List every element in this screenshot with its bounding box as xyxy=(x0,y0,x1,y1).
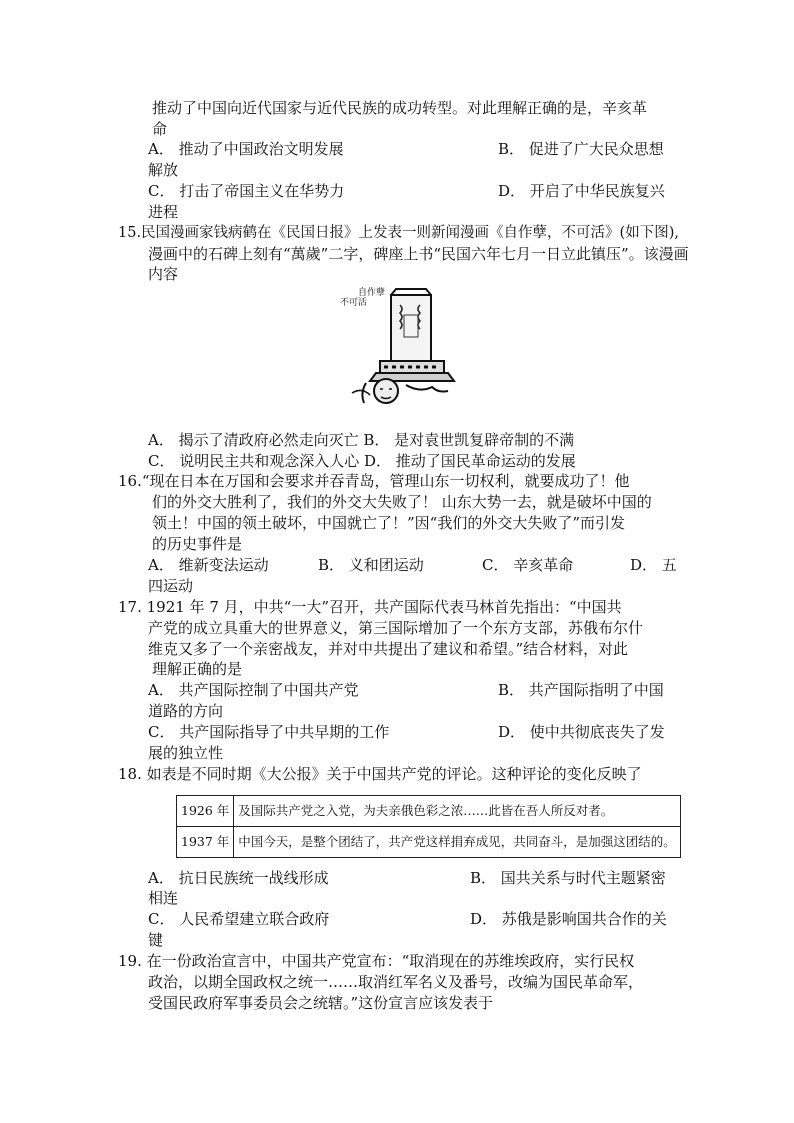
table-cell-year: 1937 年 xyxy=(177,827,234,858)
q17-option-d-continued: 展的独立性 xyxy=(148,744,224,762)
table-cell-comment: 中国今天，是整个团结了，共产党这样捐弃成见，共同奋斗，是加强这团结的。 xyxy=(234,827,681,858)
cartoon-caption-left: 自作孽 xyxy=(358,288,386,298)
q18-option-d: D． 苏俄是影响国共合作的关 xyxy=(470,910,667,928)
cartoon-caption-right: 不可活 xyxy=(340,298,368,308)
q18-option-b: B． 国共关系与时代主题紧密 xyxy=(470,869,666,887)
q17-option-c: C． 共产国际指导了中共早期的工作 xyxy=(148,723,390,741)
q18-stem: 18. 如表是不同时期《大公报》关于中国共产党的评论。这种评论的变化反映了 xyxy=(118,765,642,783)
q14-stem-line-2: 命 xyxy=(152,120,168,138)
q16-option-c: C． 辛亥革命 xyxy=(482,556,574,574)
q16-stem-line-4: 的历史事件是 xyxy=(152,535,243,553)
q16-option-d: D． 五 xyxy=(630,556,677,574)
q18-option-d-continued: 键 xyxy=(148,931,164,949)
q15-stem-line-2: 漫画中的石碑上刻有“萬歲”二字，碑座上书“民国六年七月一日立此镇压”。该漫画 xyxy=(148,245,689,263)
stele-shape xyxy=(391,295,431,361)
q16-option-b: B． 义和团运动 xyxy=(318,556,424,574)
q17-option-d: D． 使中共彻底丧失了发 xyxy=(498,723,665,741)
crushed-figure-shape xyxy=(374,379,398,403)
political-cartoon-image xyxy=(336,285,466,413)
q17-option-b-continued: 道路的方向 xyxy=(148,702,224,720)
q17-option-b: B． 共产国际指明了中国 xyxy=(498,681,664,699)
table-row xyxy=(177,796,681,827)
q16-stem-line-3: 领土！中国的领土破坏，中国就亡了！”因“我们的外交大失败了”而引发 xyxy=(152,514,626,532)
q18-option-b-continued: 相连 xyxy=(148,889,179,907)
q17-stem-line-4: 理解正确的是 xyxy=(152,660,243,678)
q15-stem-line-1: 15.民国漫画家钱病鹤在《民国日报》上发表一则新闻漫画《自作孽，不可活》(如下图), xyxy=(118,225,679,241)
table-row xyxy=(177,827,681,858)
q16-stem-line-1: 16.“现在日本在万国和会要求并吞青岛，管理山东一切权利，就要成功了！他 xyxy=(118,472,630,490)
q16-stem-line-2: 们的外交大胜利了，我们的外交大失败了！ 山东大势一去，就是破坏中国的 xyxy=(152,493,652,511)
q16-option-d-continued: 四运动 xyxy=(148,577,194,595)
table-cell-year: 1926 年 xyxy=(177,796,234,827)
q15-options-cd: C． 说明民主共和观念深入人心 D． 推动了国民革命运动的发展 xyxy=(148,452,576,470)
table-cell-comment: 及国际共产党之入党，为夫亲俄色彩之浓……此皆在吾人所反对者。 xyxy=(234,796,681,827)
q15-options-ab: A． 揭示了清政府必然走向灭亡 B． 是对袁世凯复辟帝制的不满 xyxy=(148,431,575,449)
q18-option-a: A． 抗日民族统一战线形成 xyxy=(148,869,329,887)
q17-stem-line-1: 17. 1921 年 7 月，中共“一大”召开，共产国际代表马林首先指出：“中国共 xyxy=(118,598,622,616)
q14-option-b: B． 促进了广大民众思想 xyxy=(498,140,664,158)
q17-option-a: A． 共产国际控制了中国共产党 xyxy=(148,681,359,699)
q14-stem-line-1: 推动了中国向近代国家与近代民族的成功转型。对此理解正确的是，辛亥革 xyxy=(152,99,648,117)
q19-stem-line-2: 政治，以期全国政权之统一……取消红军名义及番号，改编为国民革命军， xyxy=(148,973,644,991)
q19-stem-line-1: 19. 在一份政治宣言中，中国共产党宣布：“取消现在的苏维埃政府，实行民权 xyxy=(118,952,635,970)
q17-stem-line-3: 维克又多了一个亲密战友，并对中共提出了建议和希望。”结合材料，对此 xyxy=(148,640,629,658)
dagongbao-comment-table xyxy=(176,795,681,858)
q15-stem-line-3: 内容 xyxy=(148,265,179,283)
q14-option-c: C． 打击了帝国主义在华势力 xyxy=(148,182,345,200)
q14-option-d-continued: 进程 xyxy=(148,203,179,221)
q17-stem-line-2: 产党的成立具重大的世界意义，第三国际增加了一个东方支部，苏俄布尔什 xyxy=(148,619,644,637)
q14-option-b-continued: 解放 xyxy=(148,161,179,179)
q14-option-d: D． 开启了中华民族复兴 xyxy=(498,182,665,200)
q16-option-a: A． 维新变法运动 xyxy=(148,556,269,574)
q19-stem-line-3: 受国民政府军事委员会之统辖。”这份宣言应该发表于 xyxy=(148,994,494,1012)
q14-option-a: A． 推动了中国政治文明发展 xyxy=(148,140,344,158)
q18-option-c: C． 人民希望建立联合政府 xyxy=(148,910,330,928)
